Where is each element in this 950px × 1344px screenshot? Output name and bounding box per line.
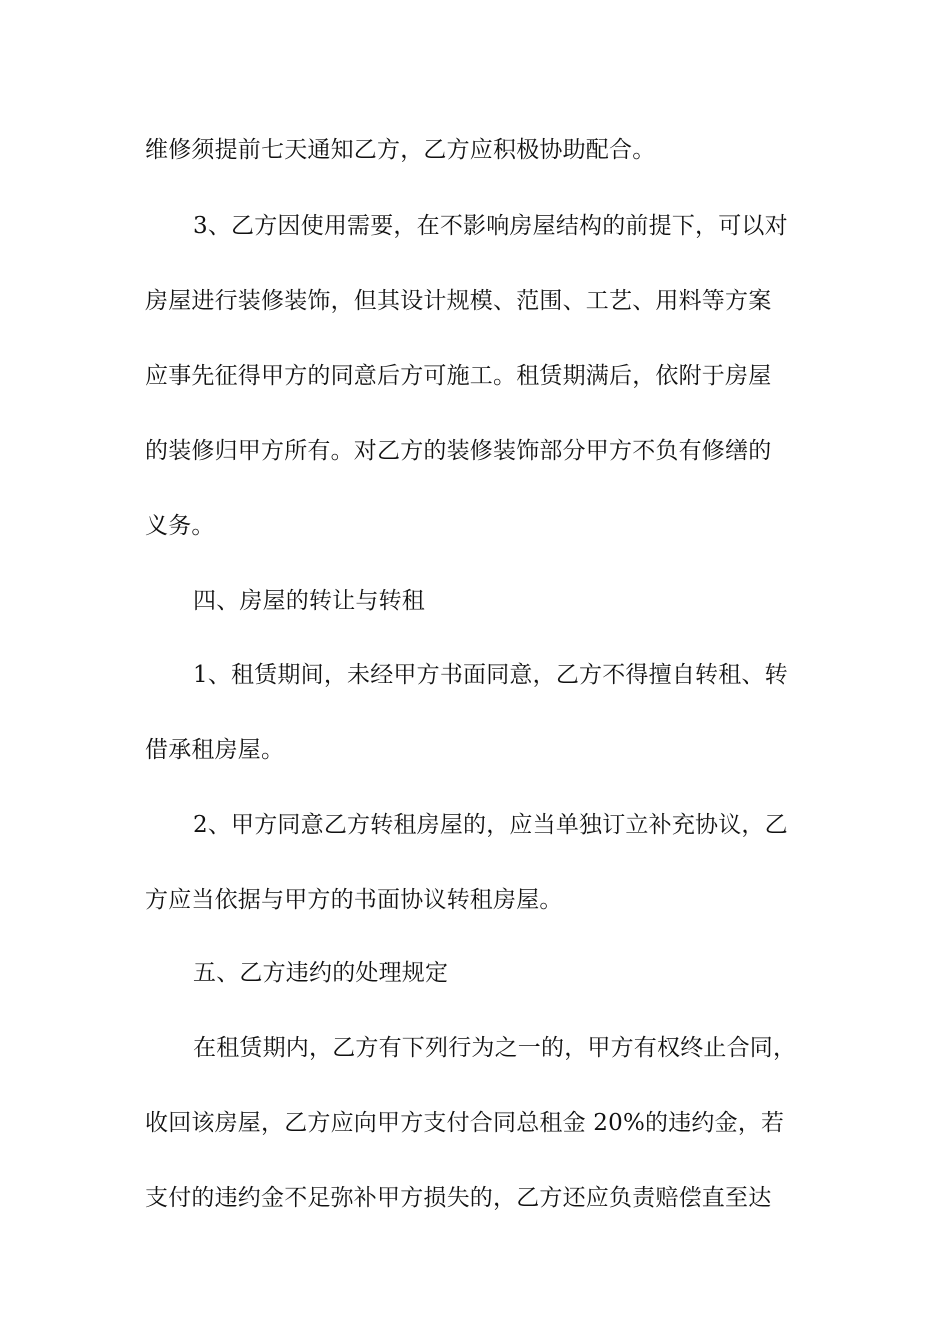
section-heading: 四、房屋的转让与转租 <box>193 588 425 614</box>
text-line: 2、甲方同意乙方转租房屋的，应当单独订立补充协议，乙 <box>193 812 788 838</box>
text-line: 3、乙方因使用需要，在不影响房屋结构的前提下，可以对 <box>193 213 788 239</box>
text-line: 房屋进行装修装饰，但其设计规模、范围、工艺、用料等方案 <box>145 288 772 314</box>
text-line: 收回该房屋，乙方应向甲方支付合同总租金 20%的违约金，若 <box>145 1110 785 1136</box>
text-line: 义务。 <box>145 513 215 539</box>
section-heading: 五、乙方违约的处理规定 <box>193 960 449 986</box>
text-line: 支付的违约金不足弥补甲方损失的，乙方还应负责赔偿直至达 <box>145 1185 772 1211</box>
text-line: 应事先征得甲方的同意后方可施工。租赁期满后，依附于房屋 <box>145 363 772 389</box>
text-line: 的装修归甲方所有。对乙方的装修装饰部分甲方不负有修缮的 <box>145 438 772 464</box>
text-line: 借承租房屋。 <box>145 737 285 763</box>
text-line: 方应当依据与甲方的书面协议转租房屋。 <box>145 887 563 913</box>
text-line: 在租赁期内，乙方有下列行为之一的，甲方有权终止合同， <box>193 1035 797 1061</box>
text-line: 1、租赁期间，未经甲方书面同意，乙方不得擅自转租、转 <box>193 662 788 688</box>
text-line: 维修须提前七天通知乙方，乙方应积极协助配合。 <box>145 137 656 163</box>
